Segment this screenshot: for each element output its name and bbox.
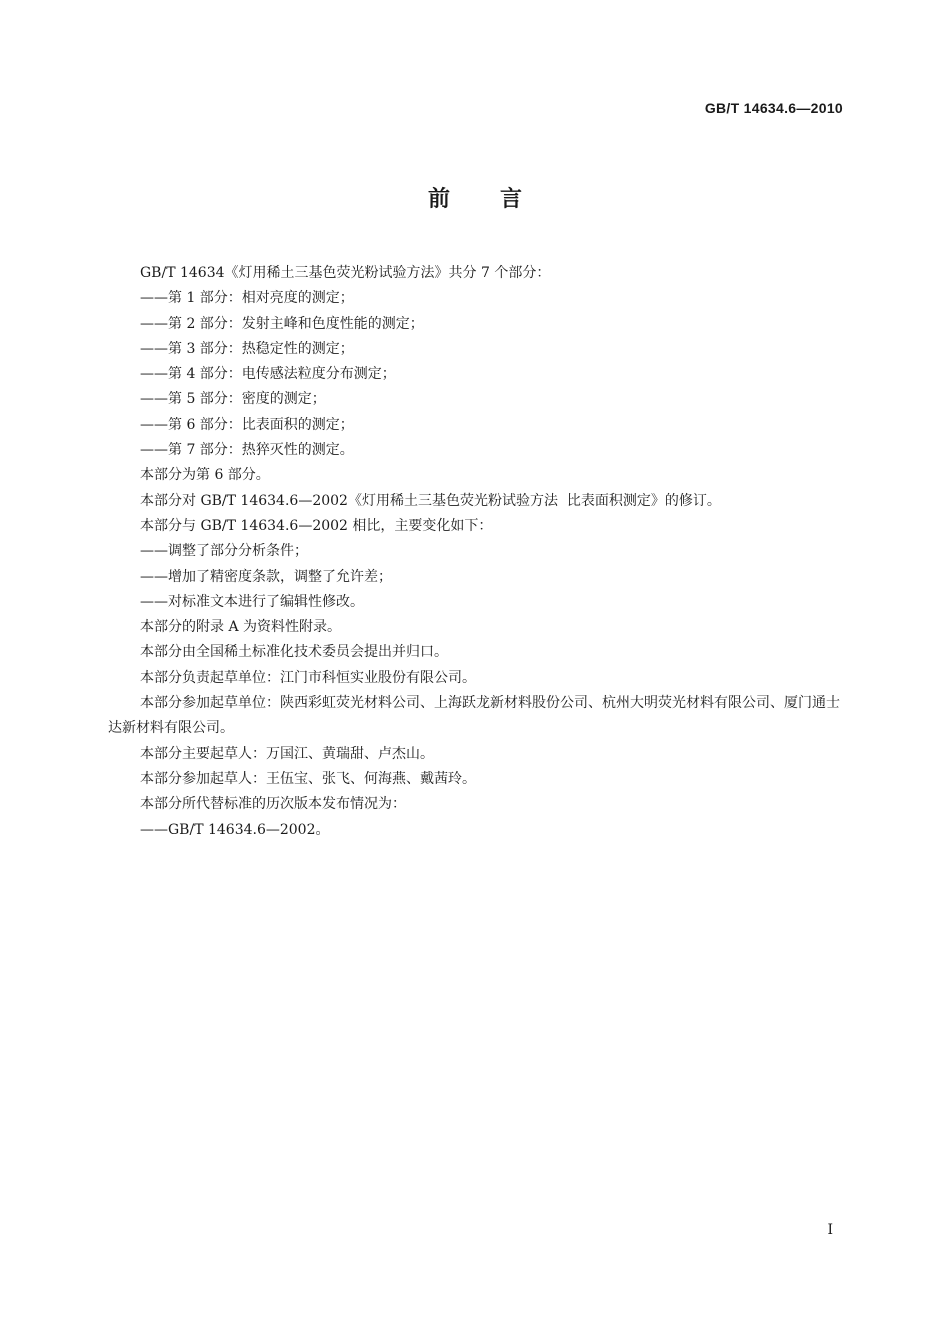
paragraph: 本部分负责起草单位：江门市科恒实业股份有限公司。 [140,669,476,686]
paragraph: 本部分为第 6 部分。 [140,467,270,484]
list-item: ——第 1 部分：相对亮度的测定； [140,290,354,307]
paragraph: 本部分参加起草人：王伍宝、张飞、何海燕、戴茜玲。 [140,770,476,787]
paragraph: 本部分的附录 A 为资料性附录。 [140,619,342,636]
paragraph: 本部分由全国稀土标准化技术委员会提出并归口。 [140,644,448,661]
page-title: 前言 [427,187,572,212]
paragraph: 本部分对 GB/T 14634.6—2002《灯用稀土三基色荧光粉试验方法 比表面积测定》的修订。 [140,492,721,509]
list-item: ——GB/T 14634.6—2002。 [140,821,330,838]
list-item: ——第 4 部分：电传感法粒度分布测定； [140,366,396,383]
paragraph: 本部分参加起草单位：陕西彩虹荧光材料公司、上海跃龙新材料股份公司、杭州大明荧光材料有限公司、厦门通士达新材料有限公司。 [108,695,840,737]
paragraph: 本部分主要起草人：万国江、黄瑞甜、卢杰山。 [140,745,434,762]
list-item: ——第 6 部分：比表面积的测定； [140,416,354,433]
paragraph: 本部分与 GB/T 14634.6—2002 相比，主要变化如下： [140,517,493,534]
list-item: ——第 3 部分：热稳定性的测定； [140,340,354,357]
paragraph: 本部分所代替标准的历次版本发布情况为： [140,796,406,813]
list-item: ——第 7 部分：热猝灭性的测定。 [140,442,354,459]
paragraph: GB/T 14634《灯用稀土三基色荧光粉试验方法》共分 7 个部分： [140,265,551,281]
list-item: ——调整了部分分析条件； [140,543,308,560]
list-item: ——第 5 部分：密度的测定； [140,391,326,408]
standard-code: GB/T 14634.6—2010 [704,100,843,116]
list-item: ——第 2 部分：发射主峰和色度性能的测定； [140,315,424,332]
foreword-body [108,261,846,843]
page-number: I [827,1222,833,1238]
list-item: ——增加了精密度条款，调整了允许差； [140,568,392,585]
list-item: ——对标准文本进行了编辑性修改。 [140,593,364,610]
